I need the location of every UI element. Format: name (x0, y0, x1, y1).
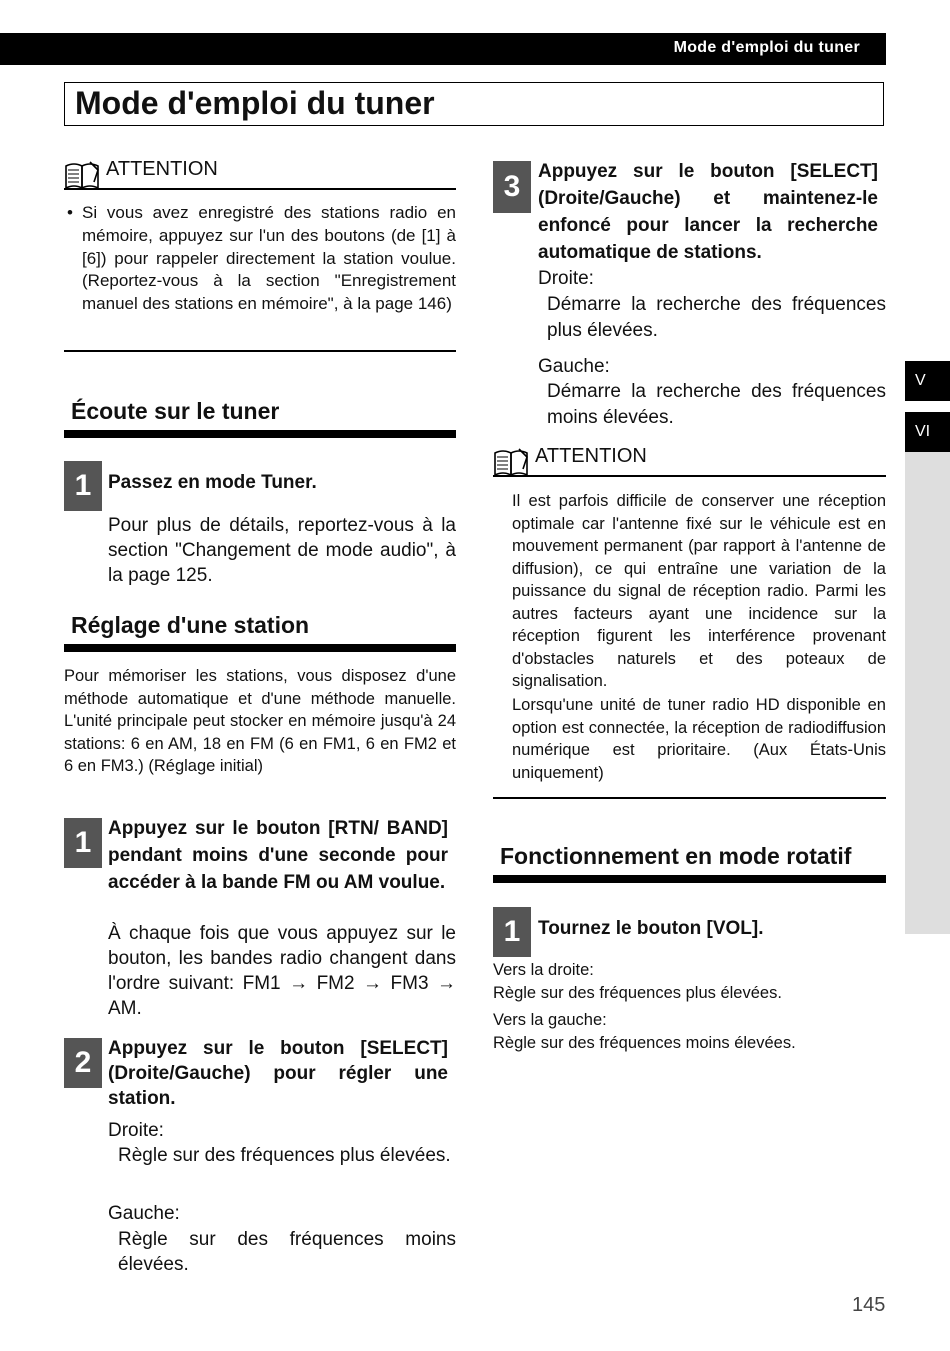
section-title: Réglage d'une station (71, 612, 310, 638)
attention-text: Lorsqu'une unité de tuner radio HD disponible en option est connectée, la réception de radiodiffusion numérique est prioritaire. (Aux États-Unis uniquement) (512, 696, 886, 782)
gauche-text: Règle sur des fréquences moins élevées. (493, 1034, 796, 1052)
step-number: 1 (64, 818, 102, 868)
page-title: Mode d'emploi du tuner (75, 85, 435, 121)
page-title-box (64, 82, 884, 126)
side-tab-strip (905, 452, 950, 934)
step-title: Appuyez sur le bouton [SELECT] (Droite/Gauche) pour régler une station. (108, 1038, 448, 1109)
side-tab-v: V (905, 361, 950, 401)
attention-text: Il est parfois difficile de conserver une réception optimale car l'antenne fixé sur le véhicule est en mouvement permanent (par rapport à l'antenne de diffusion), ce qui entraîne une variation de la puissance du signal de réception radio. Parmi les autres facteurs ayant une incidence sur la réception figurent les interférence provenant d'obstacles naturels et des poteaux de signalisation. (512, 492, 886, 690)
step-number: 1 (493, 907, 531, 957)
book-note-icon (493, 447, 531, 477)
divider (64, 350, 456, 352)
running-title: Mode d'emploi du tuner (673, 39, 860, 56)
droite-text: Règle sur des fréquences plus élevées. (493, 984, 782, 1002)
gauche-text: Démarre la recherche des fréquences moins élevées. (547, 381, 886, 428)
book-note-icon (64, 160, 102, 190)
step-title: Appuyez sur le bouton [RTN/ BAND] pendant moins d'une seconde pour accéder à la bande FM ou AM voulue. (108, 818, 448, 893)
section-rule (64, 430, 456, 438)
gauche-label: Gauche: (108, 1203, 180, 1224)
step-title: Appuyez sur le bouton [SELECT] (Droite/Gauche) et maintenez-le enfoncé pour lancer la recherche automatique de stations. (538, 161, 878, 263)
section-heading (493, 843, 886, 883)
page-number: 145 (852, 1294, 886, 1316)
section-heading (64, 398, 456, 438)
step-number: 2 (64, 1038, 102, 1088)
gauche-label: Gauche: (538, 356, 610, 377)
step-title: Tournez le bouton [VOL]. (538, 918, 764, 939)
attention-heading (64, 158, 456, 190)
running-header (0, 33, 886, 65)
step-body: À chaque fois que vous appuyez sur le bouton, les bandes radio changent dans l'ordre suivant: FM1 → FM2 → FM3 → AM. (108, 923, 456, 1019)
divider (493, 797, 886, 799)
droite-label: Vers la droite: (493, 961, 594, 979)
section-title: Fonctionnement en mode rotatif (500, 843, 852, 869)
droite-text: Règle sur des fréquences plus élevées. (118, 1145, 451, 1166)
bullet-marker: • (67, 203, 73, 222)
attention-text: Si vous avez enregistré des stations radio en mémoire, appuyez sur l'un des boutons (de [1] à [6]) pour rappeler directement la station voulue. (Reportez-vous à la section "Enregistrement manuel des stations en mémoire", à la page 146) (82, 203, 456, 314)
attention-label: ATTENTION (535, 445, 647, 467)
section-title: Écoute sur le tuner (71, 398, 280, 424)
droite-text: Démarre la recherche des fréquences plus élevées. (547, 294, 886, 341)
gauche-text: Règle sur des fréquences moins élevées. (118, 1229, 456, 1275)
attention-heading (493, 445, 886, 477)
step-body: Pour plus de détails, reportez-vous à la section "Changement de mode audio", à la page 125. (108, 515, 456, 586)
step-number: 3 (493, 161, 531, 213)
section-rule (493, 875, 886, 883)
section-intro: Pour mémoriser les stations, vous disposez d'une méthode automatique et d'une méthode manuelle. L'unité principale peut stocker en mémoire jusqu'à 24 stations: 6 en AM, 18 en FM (6 en FM1, 6 en FM2 et 6 en FM3.) (Réglage initial) (64, 667, 456, 775)
droite-label: Droite: (108, 1120, 164, 1141)
step-title: Passez en mode Tuner. (108, 472, 317, 493)
side-tab-vi: VI (905, 412, 950, 452)
section-heading (64, 612, 456, 652)
section-rule (64, 644, 456, 652)
droite-label: Droite: (538, 268, 594, 289)
gauche-label: Vers la gauche: (493, 1011, 607, 1029)
step-number: 1 (64, 461, 102, 511)
attention-label: ATTENTION (106, 158, 218, 180)
